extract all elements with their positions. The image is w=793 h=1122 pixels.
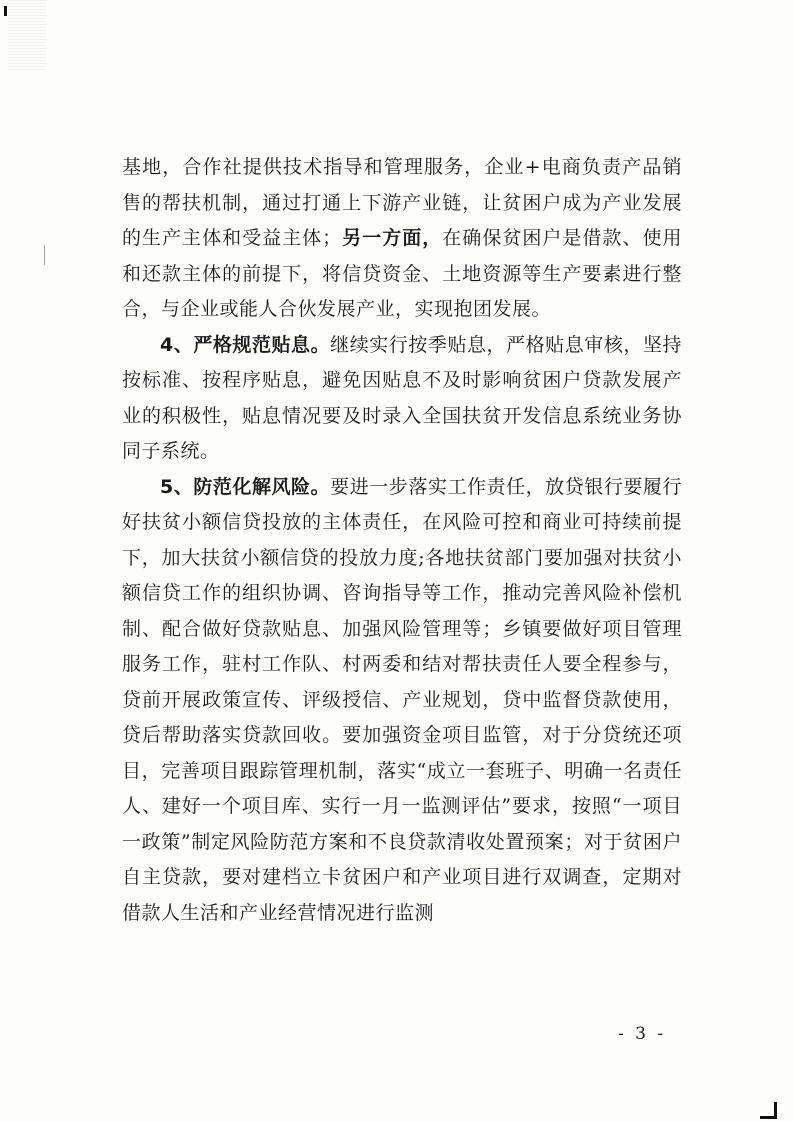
paragraph-1 [122,150,682,328]
paragraph-2-text: 继续实行按季贴息，严格贴息审核，坚持按标准、按程序贴息，避免因贴息不及时影响贫困户贷款发展产业的积极性，贴息情况要及时录入全国扶贫开发信息系统业务协同子系统。 [122,333,682,462]
paragraph-1-text-a: 基地，合作社提供技术指导和管理服务，企业+电商负责产品销售的帮扶机制，通过打通上下游产业链，让贫困户成为产业发展的生产主体和受益主体； [122,156,682,249]
paragraph-3-heading: 5、防范化解风险。 [160,475,331,498]
scan-artifact-corner [760,1102,777,1119]
paragraph-2 [122,328,682,470]
paragraph-1-bold-lead: 另一方面， [341,227,443,249]
document-body [122,150,682,931]
paragraph-3-text: 要进一步落实工作责任，放贷银行要履行好扶贫小额信贷投放的主体责任，在风险可控和商业可持续前提下，加大扶贫小额信贷的投放力度;各地扶贫部门要加强对扶贫小额信贷工作的组织协调、咨询指导等工作，推动完善风险补偿机制、配合做好贷款贴息、加强风险管理等；乡镇要做好项目管理服务工作，驻村工作队、村两委和结对帮扶责任人要全程参与，贷前开展政策宣传、评级授信、产业规划，贷中监督贷款使用，贷后帮助落实贷款回收。要加强资金项目监管，对于分贷统还项目，完善项目跟踪管理机制，落实“成立一套班子、明确一名责任人、建好一个项目库、实行一月一监测评估”要求，按照“一项目一政策”制定风险防范方案和不良贷款清收处置预案；对于贫困户自主贷款，要对建档立卡贫困户和产业项目进行双调查，定期对借款人生活和产业经营情况进行监测 [122,475,682,924]
scan-artifact-noise [8,0,46,70]
scan-artifact-mark [4,6,7,16]
scan-artifact-line [44,245,45,265]
paragraph-2-heading: 4、严格规范贴息。 [160,333,331,356]
page-number: - 3 - [618,1024,667,1044]
paragraph-1-text-b: 在确保贫困户是借款、使用和还款主体的前提下，将信贷资金、土地资源等生产要素进行整合，与企业或能人合伙发展产业，实现抱团发展。 [122,227,682,320]
paragraph-3 [122,470,682,932]
